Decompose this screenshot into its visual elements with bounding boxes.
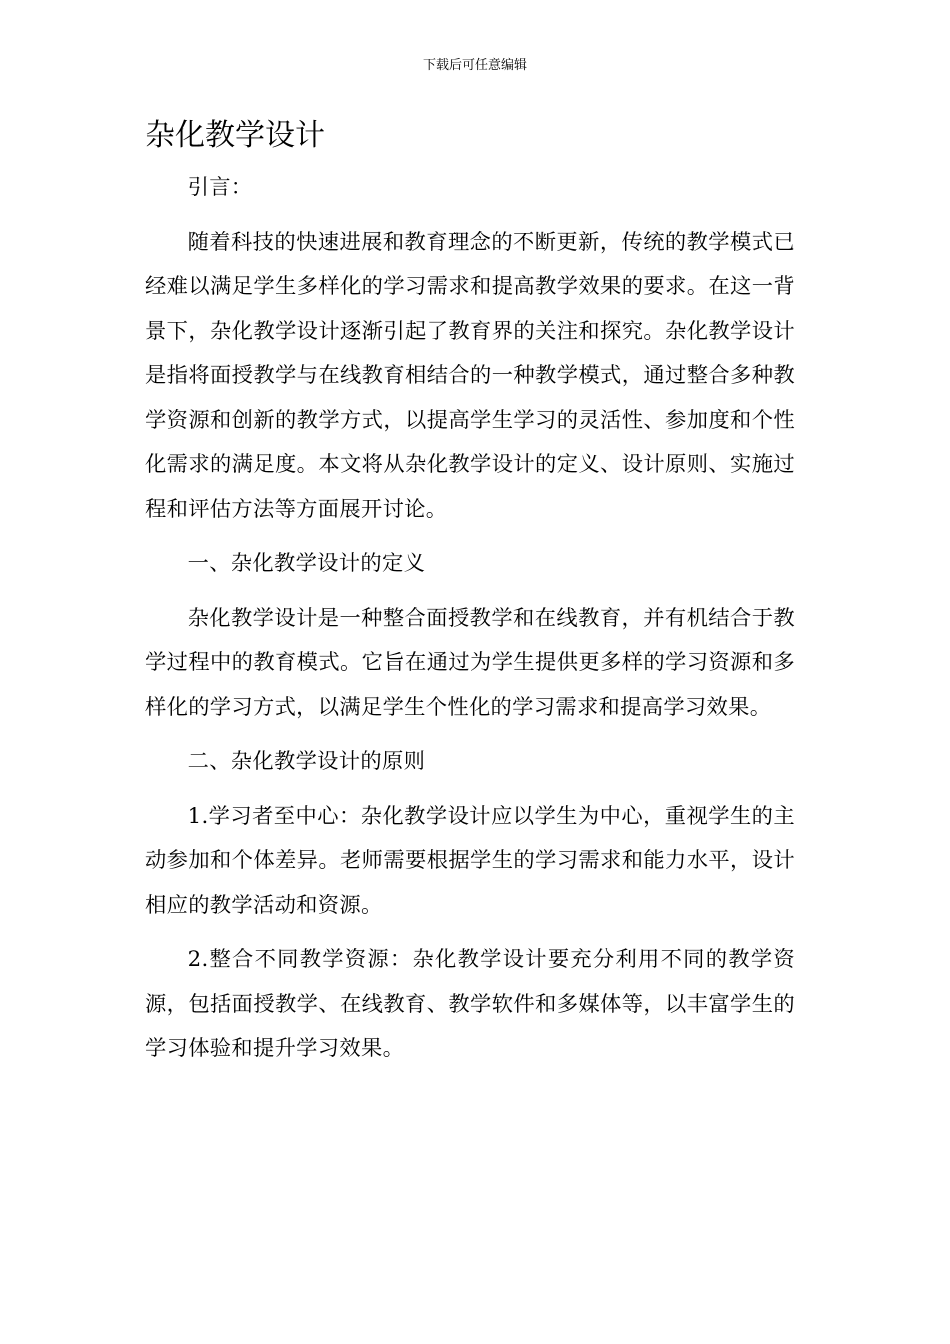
header-note: 下载后可任意编辑 — [422, 58, 527, 73]
section-heading-principles: 二、杂化教学设计的原则 — [187, 749, 426, 774]
principle-item-1: 1.学习者至中心：杂化教学设计应以学生为中心，重视学生的主动参加和个体差异。老师需要根据学生的学习需求和能力水平，设计相应的教学活动和资源。 — [145, 803, 795, 918]
document-body — [145, 112, 795, 1082]
intro-label: 引言： — [187, 175, 253, 200]
definition-paragraph: 杂化教学设计是一种整合面授教学和在线教育，并有机结合于教学过程中的教育模式。它旨在通过为学生提供更多样的学习资源和多样化的学习方式，以满足学生个性化的学习需求和提高学习效果。 — [145, 605, 795, 720]
principle-item-2: 2.整合不同教学资源：杂化教学设计要充分利用不同的教学资源，包括面授教学、在线教育、教学软件和多媒体等，以丰富学生的学习体验和提升学习效果。 — [145, 947, 795, 1061]
section-heading-definition: 一、杂化教学设计的定义 — [187, 551, 426, 576]
intro-paragraph: 随着科技的快速进展和教育理念的不断更新，传统的教学模式已经难以满足学生多样化的学习需求和提高教学效果的要求。在这一背景下，杂化教学设计逐渐引起了教育界的关注和探究。杂化教学设计是指将面授教学与在线教育相结合的一种教学模式，通过整合多种教学资源和创新的教学方式，以提高学生学习的灵活性、参加度和个性化需求的满足度。本文将从杂化教学设计的定义、设计原则、实施过程和评估方法等方面展开讨论。 — [145, 229, 795, 522]
document-title: 杂化教学设计 — [145, 118, 325, 153]
